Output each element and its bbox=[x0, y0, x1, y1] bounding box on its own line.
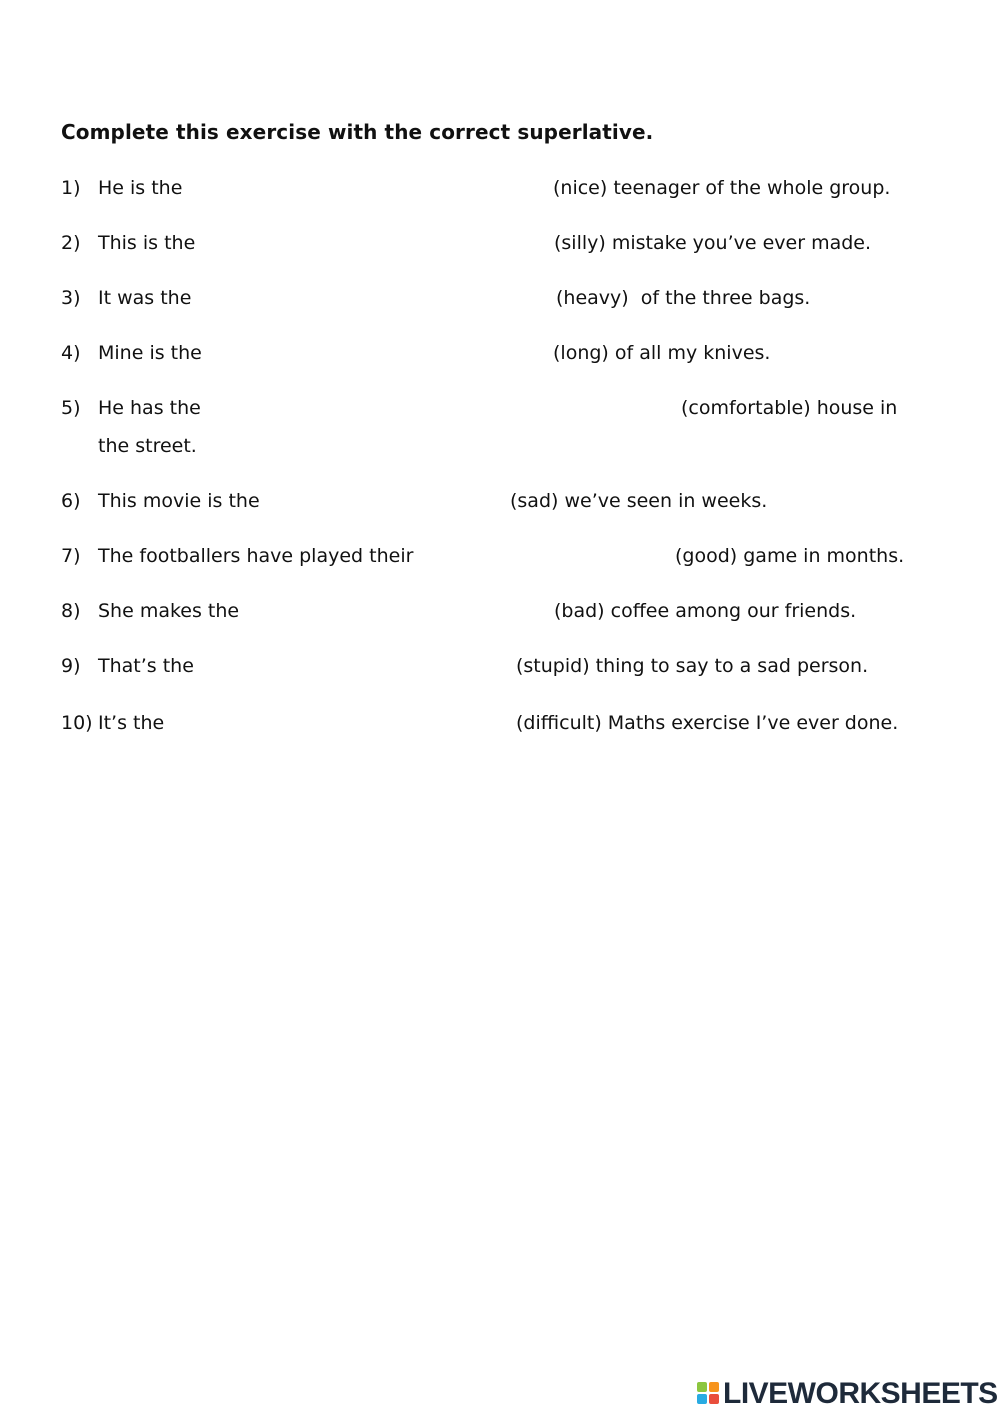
item-number: 7) bbox=[61, 545, 81, 567]
item-stem: It was the bbox=[98, 287, 192, 309]
item-stem: The footballers have played their bbox=[98, 545, 414, 567]
item-number: 9) bbox=[61, 655, 81, 677]
logo-square-green bbox=[697, 1382, 707, 1392]
liveworksheets-logo[interactable] bbox=[697, 1377, 998, 1410]
logo-squares-icon bbox=[697, 1382, 721, 1406]
item-hint: (good) game in months. bbox=[675, 545, 905, 567]
item-hint: (nice) teenager of the whole group. bbox=[553, 177, 891, 199]
item-hint: (long) of all my knives. bbox=[553, 342, 771, 364]
logo-square-orange bbox=[709, 1382, 719, 1392]
item-hint: (difficult) Maths exercise I’ve ever done. bbox=[516, 712, 899, 734]
item-number: 10) bbox=[61, 712, 93, 734]
logo-text: LIVEWORKSHEETS bbox=[723, 1377, 998, 1410]
item-hint: (bad) coffee among our friends. bbox=[554, 600, 857, 622]
item-number: 2) bbox=[61, 232, 81, 254]
logo-square-blue bbox=[697, 1394, 707, 1404]
item-stem: It’s the bbox=[98, 712, 165, 734]
logo-square-red bbox=[709, 1394, 719, 1404]
item-hint: (comfortable) house in bbox=[681, 397, 898, 419]
item-hint: (stupid) thing to say to a sad person. bbox=[516, 655, 869, 677]
item-stem: He is the bbox=[98, 177, 183, 199]
item-stem: Mine is the bbox=[98, 342, 202, 364]
item-stem: He has the bbox=[98, 397, 201, 419]
item-hint: (heavy) of the three bags. bbox=[556, 287, 811, 309]
item-stem: That’s the bbox=[98, 655, 194, 677]
item-stem: She makes the bbox=[98, 600, 240, 622]
item-number: 4) bbox=[61, 342, 81, 364]
item-hint: (silly) mistake you’ve ever made. bbox=[554, 232, 872, 254]
item-hint: (sad) we’ve seen in weeks. bbox=[510, 490, 768, 512]
item-number: 1) bbox=[61, 177, 81, 199]
item-stem: This is the bbox=[98, 232, 196, 254]
item-number: 3) bbox=[61, 287, 81, 309]
item-number: 8) bbox=[61, 600, 81, 622]
item-continuation: the street. bbox=[98, 435, 197, 457]
item-number: 6) bbox=[61, 490, 81, 512]
instruction-heading: Complete this exercise with the correct superlative. bbox=[61, 120, 654, 144]
item-stem: This movie is the bbox=[98, 490, 260, 512]
item-number: 5) bbox=[61, 397, 81, 419]
